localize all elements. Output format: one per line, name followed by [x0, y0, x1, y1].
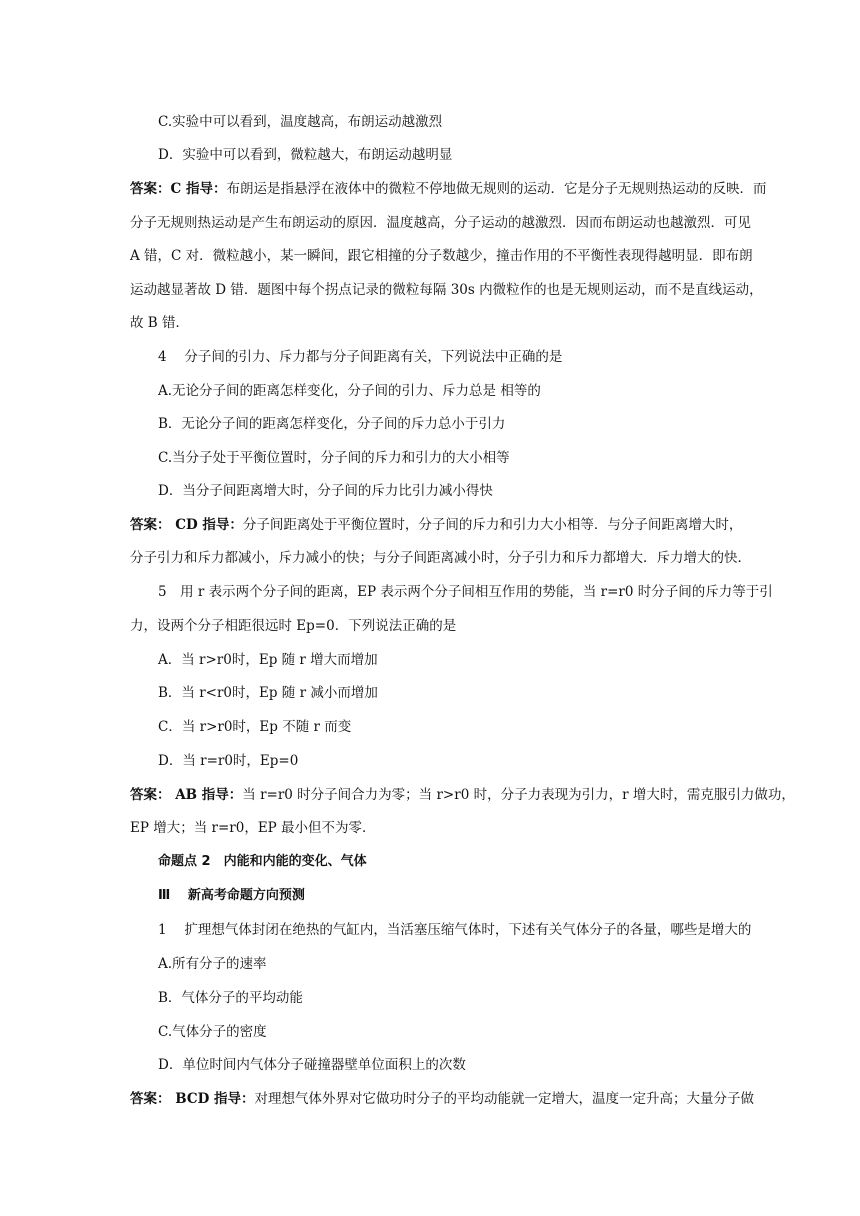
- subsection-heading: Ⅲ 新高考命题方向预测: [158, 888, 305, 903]
- option-c-q4: C.当分子处于平衡位置时，分子间的斥力和引力的大小相等: [158, 450, 510, 466]
- answer-q3-line3: A 错，C 对．微粒越小，某一瞬间，跟它相撞的分子数越少，撞击作用的不平衡性表现得越明显．即布朗: [130, 248, 753, 264]
- option-b-q1: B．气体分子的平均动能: [158, 990, 303, 1006]
- question-5: 5 用 r 表示两个分子间的距离，EP 表示两个分子间相互作用的势能，当 r=r0 时分子间的斥力等于引: [158, 584, 773, 600]
- answer-q3-line4: 运动越显著故 D 错．题图中每个拐点记录的微粒每隔 30s 内微粒作的也是无规则运动，而不是直线运动，: [130, 282, 763, 298]
- answer-label: 答案： CD 指导：: [130, 517, 243, 533]
- option-c-q1: C.气体分子的密度: [158, 1024, 267, 1040]
- answer-label: 答案： BCD 指导：: [130, 1091, 255, 1107]
- option-d-q1: D．单位时间内气体分子碰撞器壁单位面积上的次数: [158, 1057, 466, 1073]
- option-c-q5: C．当 r>r0时，Ep 不随 r 而变: [158, 719, 352, 735]
- answer-q3-line5: 故 B 错．: [130, 315, 190, 331]
- question-1: 1 扩理想气体封闭在绝热的气缸内，当活塞压缩气体时，下述有关气体分子的各量，哪些是增大的: [158, 922, 752, 938]
- answer-q4-line2: 分子引力和斥力都减小，斥力减小的快；与分子间距离减小时，分子引力和斥力都增大．斥力增大的快．: [130, 550, 751, 566]
- option-b-q5: B．当 r<r0时，Ep 随 r 减小而增加: [158, 685, 378, 701]
- answer-q1: [130, 1089, 754, 1109]
- answer-q4: [130, 515, 742, 535]
- section-heading: 命题点 2 内能和内能的变化、气体: [158, 854, 367, 869]
- answer-q5: [130, 785, 795, 805]
- option-d-q4: D．当分子间距离增大时，分子间的斥力比引力减小得快: [158, 483, 493, 499]
- question-4: 4 分子间的引力、斥力都与分子间距离有关，下列说法中正确的是: [158, 349, 563, 365]
- option-a-q1: A.所有分子的速率: [158, 956, 267, 972]
- answer-text: 分子间距离处于平衡位置时，分子间的斥力和引力大小相等．与分子间距离增大时，: [242, 517, 743, 533]
- option-b-q4: B．无论分子间的距离怎样变化，分子间的斥力总小于引力: [158, 416, 506, 432]
- question-5-line2: 力，设两个分子相距很远时 Ep=0．下列说法正确的是: [130, 618, 457, 634]
- answer-q3: [130, 179, 766, 199]
- answer-q3-line2: 分子无规则热运动是产生布朗运动的原因．温度越高，分子运动的越激烈．因而布朗运动也越激烈．可见: [130, 215, 751, 231]
- answer-q5-line2: EP 增大；当 r=r0，EP 最小但不为零．: [130, 820, 376, 836]
- answer-label: 答案： AB 指导：: [130, 787, 243, 803]
- option-d-q5: D．当 r=r0时，Ep=0: [158, 753, 299, 769]
- option-a-q5: A．当 r>r0时，Ep 随 r 增大而增加: [158, 652, 378, 668]
- answer-text: 当 r=r0 时分子间合力为零；当 r>r0 时，分子力表现为引力，r 增大时，需克服引力做功，: [242, 787, 795, 803]
- answer-text: 对理想气体外界对它做功时分子的平均动能就一定增大，温度一定升高；大量分子做: [254, 1091, 755, 1107]
- option-d-q3: D．实验中可以看到，微粒越大，布朗运动越明显: [158, 147, 453, 163]
- option-a-q4: A.无论分子间的距离怎样变化，分子间的引力、斥力总是 相等的: [158, 383, 541, 399]
- answer-text: 布朗运是指悬浮在液体中的微粒不停地做无规则的运动．它是分子无规则热运动的反映．而: [226, 181, 767, 197]
- answer-label: 答案：C 指导：: [130, 181, 227, 197]
- option-c-q3: C.实验中可以看到，温度越高，布朗运动越激烈: [158, 114, 443, 130]
